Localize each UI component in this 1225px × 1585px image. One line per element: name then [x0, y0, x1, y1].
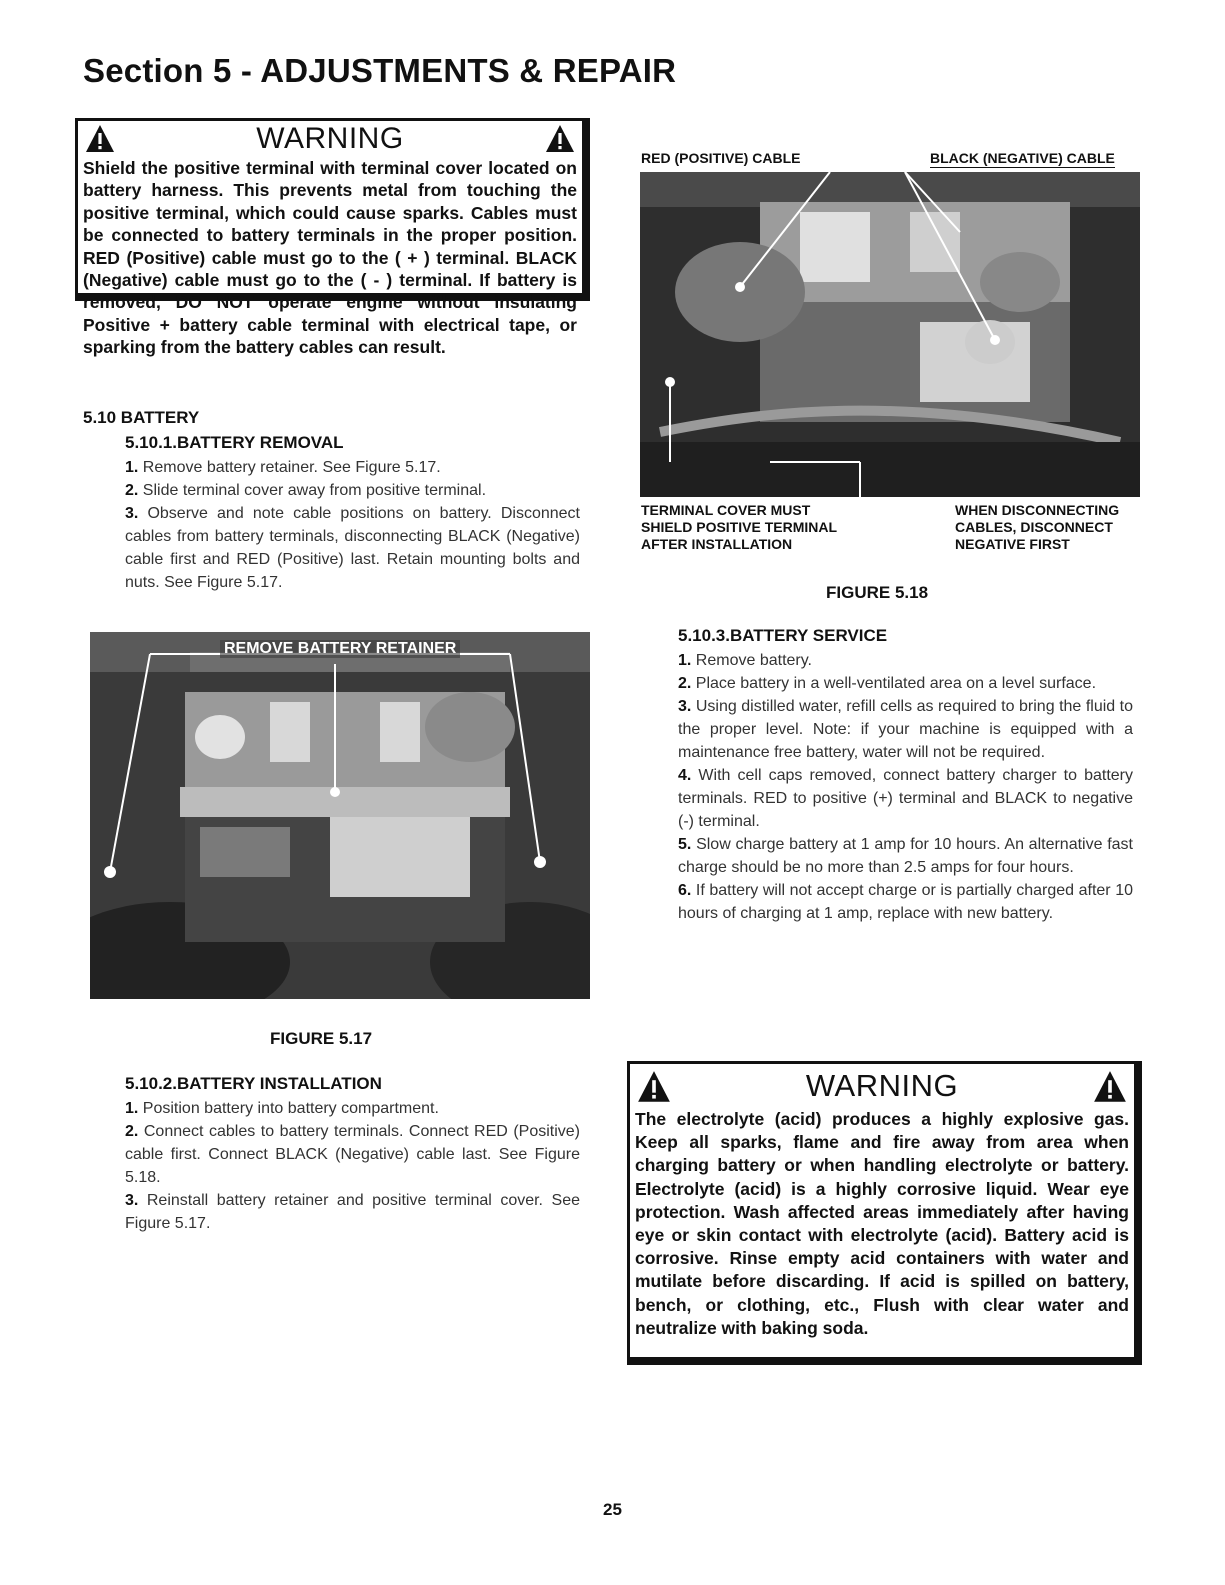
figure-5-17-photo	[90, 632, 590, 999]
list-item: 1. Position battery into battery compartment.	[125, 1100, 439, 1117]
service-steps	[678, 649, 1133, 925]
list-item: 3. Using distilled water, refill cells as required to bring the fluid to the proper level. Note: if your machine is equipped with a maintenance free battery, water will not be required.	[678, 698, 1134, 761]
warning-triangle-icon	[85, 124, 115, 154]
list-item: 5. Slow charge battery at 1 amp for 10 hours. An alternative fast charge should be no more than 2.5 amps for four hours.	[678, 836, 1133, 876]
warning-triangle-icon	[545, 124, 575, 154]
warning-text: Shield the positive terminal with terminal cover located on battery harness. This prevents metal from touching the positive terminal, which could cause sparks. Cables must be connected to battery terminals in the proper position. RED (Positive) cable must go to the ( + ) terminal. BLACK (Negative) cable must go to the ( - ) terminal. If battery is removed, DO NOT operate engine without insulating Positive + battery cable terminal with electrical tape, or sparking from the battery cables can result.	[83, 158, 577, 358]
removal-steps	[125, 456, 580, 594]
list-item: 1. Remove battery.	[678, 652, 812, 669]
warning-box-terminal	[75, 118, 590, 358]
page-number: 25	[603, 1500, 622, 1519]
figure-5-17-label: REMOVE BATTERY RETAINER	[220, 640, 460, 658]
warning-title: WARNING	[256, 122, 404, 155]
figure-5-17-caption: FIGURE 5.17	[270, 1029, 373, 1048]
warning-header	[635, 1064, 1129, 1108]
installation-steps	[125, 1097, 580, 1235]
figure-5-18-caption: FIGURE 5.18	[826, 583, 929, 602]
figure-5-18-label-red: RED (POSITIVE) CABLE	[641, 150, 801, 166]
list-item: 6. If battery will not accept charge or is partially charged after 10 hours of charging at 1 amp, replace with new battery.	[678, 882, 1133, 922]
list-item: 3. Observe and note cable positions on battery. Disconnect cables from battery terminals, disconnecting BLACK (Negative) cable first and RED (Positive) last. Retain mounting bolts and nuts. See Figure 5.17.	[125, 505, 580, 591]
list-item: 3. Reinstall battery retainer and positive terminal cover. See Figure 5.17.	[125, 1192, 580, 1232]
figure-5-18-label-terminal: TERMINAL COVER MUST SHIELD POSITIVE TERMINAL AFTER INSTALLATION	[641, 502, 837, 552]
page-title: Section 5 - ADJUSTMENTS & REPAIR	[83, 52, 677, 89]
list-item: 2. Connect cables to battery terminals. Connect RED (Positive) cable first. Connect BLACK (Negative) cable last. See Figure 5.18.	[125, 1123, 581, 1186]
list-item: 4. With cell caps removed, connect battery charger to battery terminals. RED to positive (+) terminal and BLACK to negative (-) terminal.	[678, 767, 1133, 830]
figure-5-18-label-black: BLACK (NEGATIVE) CABLE	[930, 150, 1115, 166]
warning-title: WARNING	[805, 1068, 959, 1103]
battery-cables-illustration	[640, 172, 1140, 497]
list-item: 2. Place battery in a well-ventilated area on a level surface.	[678, 675, 1097, 692]
warning-triangle-icon	[637, 1070, 671, 1104]
list-item: 1. Remove battery retainer. See Figure 5.17.	[125, 459, 441, 476]
subsection-heading-installation: 5.10.2.BATTERY INSTALLATION	[125, 1074, 382, 1093]
section-heading-battery: 5.10 BATTERY	[83, 408, 200, 427]
battery-retainer-illustration	[90, 632, 590, 999]
list-item: 2. Slide terminal cover away from positive terminal.	[125, 482, 487, 499]
warning-triangle-icon	[1093, 1070, 1127, 1104]
warning-text: The electrolyte (acid) produces a highly explosive gas. Keep all sparks, flame and fire away from area when charging battery or when handling electrolyte or battery. Electrolyte (acid) is a highly corrosive liquid. Wear eye protection. Wash affected areas immediately after having eye or skin contact with electrolyte (acid). Battery acid is corrosive. Rinse empty acid containers with water and mutilate before discarding. If acid is spilled on battery, bench, or clothing, etc., Flush with clear water and neutralize with baking soda.	[635, 1109, 1129, 1338]
warning-header	[83, 121, 577, 157]
figure-5-18-photo	[640, 172, 1140, 497]
figure-5-18-label-disconnect: WHEN DISCONNECTING CABLES, DISCONNECT NEGATIVE FIRST	[955, 502, 1120, 552]
subsection-heading-removal: 5.10.1.BATTERY REMOVAL	[125, 433, 344, 452]
subsection-heading-service: 5.10.3.BATTERY SERVICE	[678, 626, 888, 645]
warning-box-electrolyte	[627, 1061, 1142, 1365]
